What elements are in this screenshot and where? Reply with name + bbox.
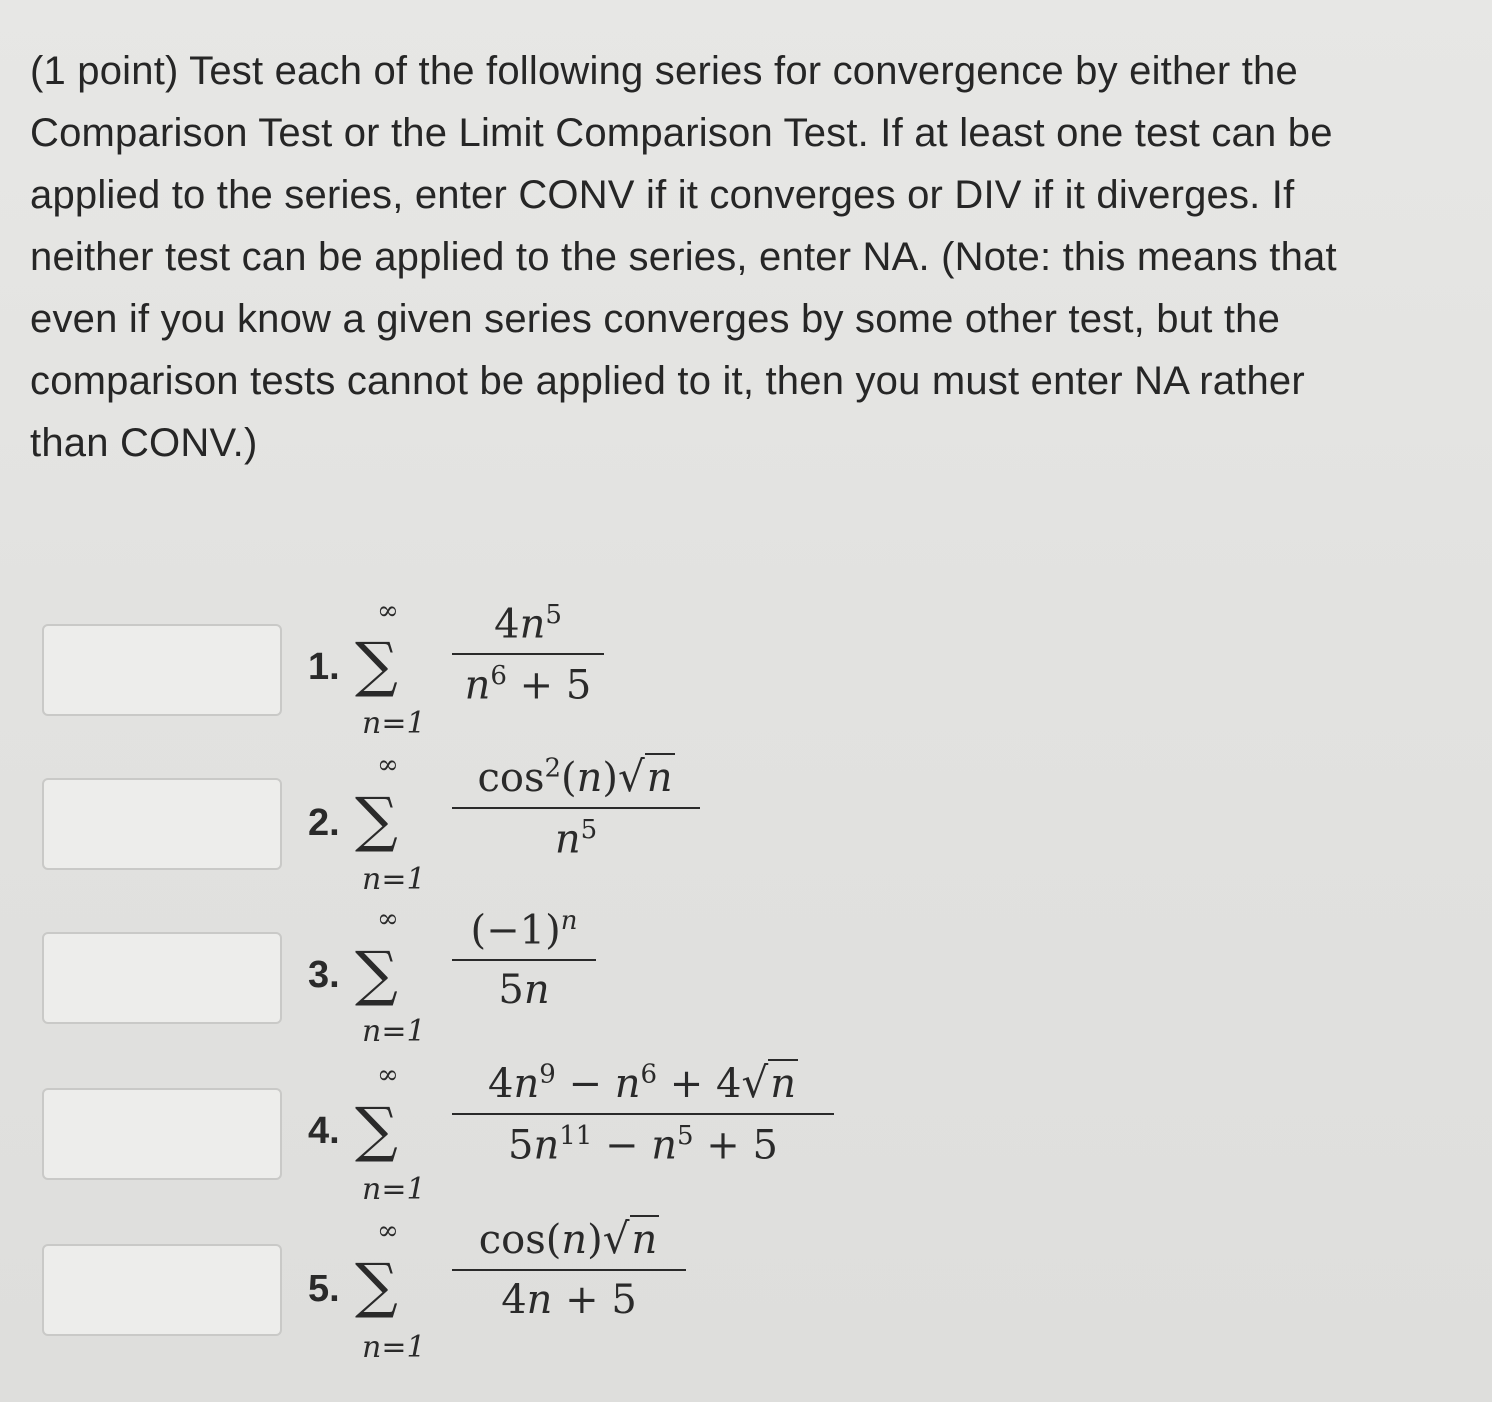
numerator-4: $4n^9 - n^6 + 4√n$: [488, 1058, 796, 1107]
answer-input-4[interactable]: [42, 1088, 282, 1180]
denominator-3: 5n: [498, 967, 550, 1014]
sum-lower-limit-2: n=1: [362, 862, 426, 897]
sum-upper-limit-5: ∞: [377, 1216, 399, 1246]
fraction-2: [452, 752, 700, 862]
item-number-1: 1.: [308, 646, 340, 688]
fraction-bar-4: [452, 1113, 834, 1115]
answer-input-3[interactable]: [42, 932, 282, 1024]
sigma-symbol-1: ∑: [355, 630, 398, 700]
denominator-5: 4n + 5: [501, 1277, 637, 1323]
denominator-1: $n^6 + 5$: [464, 661, 592, 709]
problem-line: Comparison Test or the Limit Comparison Test. If at least one test can be: [30, 111, 1333, 155]
sqrt-2: √n: [618, 752, 673, 801]
problem-line: comparison tests cannot be applied to it, then you must enter NA rather: [30, 359, 1305, 403]
answer-input-1[interactable]: [42, 624, 282, 716]
item-number-4: 4.: [308, 1110, 340, 1152]
numerator-1: $4n^5$: [494, 600, 562, 648]
sigma-symbol-4: ∑: [355, 1095, 398, 1165]
sigma-symbol-5: ∑: [355, 1251, 398, 1321]
numerator-3: $(-1)^n$: [470, 906, 578, 954]
sqrt-4: √n: [741, 1058, 796, 1107]
sum-lower-limit-1: n=1: [362, 706, 426, 741]
item-number-5: 5.: [308, 1268, 340, 1310]
sigma-symbol-2: ∑: [355, 785, 398, 855]
problem-line: neither test can be applied to the series, enter NA. (Note: this means that: [30, 235, 1337, 279]
fraction-bar-3: [452, 959, 596, 961]
fraction-bar-5: [452, 1269, 686, 1271]
answer-input-2[interactable]: [42, 778, 282, 870]
sum-upper-limit-1: ∞: [377, 596, 399, 626]
fraction-1: [452, 600, 604, 709]
fraction-3: [452, 906, 596, 1013]
answer-input-5[interactable]: [42, 1244, 282, 1336]
problem-line: than CONV.): [30, 421, 258, 465]
sum-lower-limit-3: n=1: [362, 1014, 426, 1049]
numerator-2: $\cos^2(n)√n$: [477, 752, 673, 801]
sigma-symbol-3: ∑: [355, 939, 398, 1009]
sqrt-5: √n: [602, 1214, 658, 1263]
sum-upper-limit-4: ∞: [377, 1060, 399, 1090]
denominator-2: $n^5$: [554, 815, 598, 863]
fraction-4: [452, 1058, 834, 1168]
sum-lower-limit-5: n=1: [362, 1330, 426, 1365]
fraction-5: [452, 1214, 686, 1323]
item-number-2: 2.: [308, 802, 340, 844]
sum-upper-limit-2: ∞: [377, 750, 399, 780]
denominator-4: $5n^{11} - n^5 + 5$: [508, 1121, 778, 1169]
problem-statement: [30, 40, 1465, 474]
fraction-bar-1: [452, 653, 604, 655]
problem-line: (1 point) Test each of the following series for convergence by either the: [30, 49, 1298, 93]
problem-line: even if you know a given series converges by some other test, but the: [30, 297, 1281, 341]
fraction-bar-2: [452, 807, 700, 809]
problem-line: applied to the series, enter CONV if it converges or DIV if it diverges. If: [30, 173, 1295, 217]
numerator-5: cos(n)√n: [478, 1214, 658, 1263]
item-number-3: 3.: [308, 954, 340, 996]
sum-upper-limit-3: ∞: [377, 904, 399, 934]
sum-lower-limit-4: n=1: [362, 1172, 426, 1207]
